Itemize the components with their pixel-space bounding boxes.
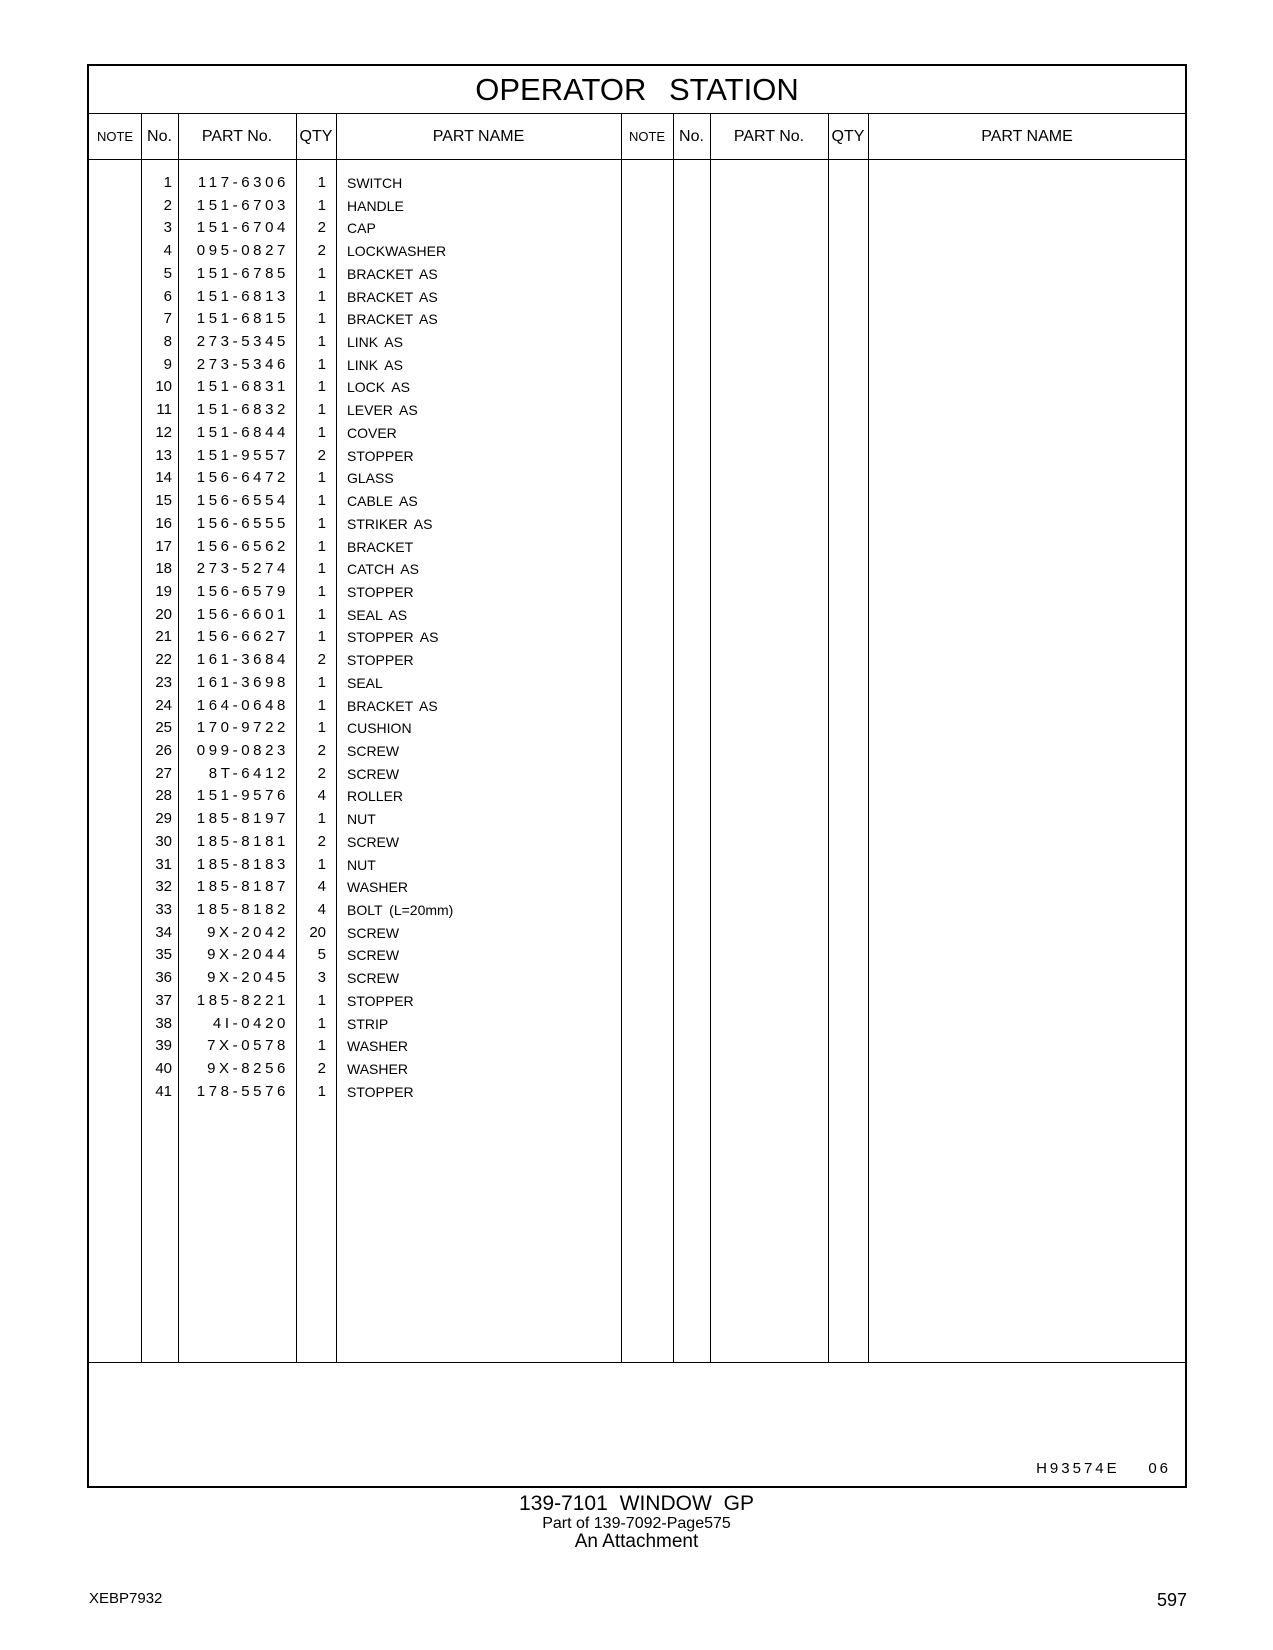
part-quantity: 2 xyxy=(317,742,326,759)
parts-table-frame xyxy=(87,64,1187,1488)
header-note-right: NOTE xyxy=(621,113,673,160)
part-name: STOPPER xyxy=(347,652,414,669)
part-number: 185-8187 xyxy=(196,878,289,896)
part-name: CAP xyxy=(347,220,376,237)
part-quantity: 1 xyxy=(317,174,326,191)
part-name: HANDLE xyxy=(347,197,404,214)
part-number: 099-0823 xyxy=(196,742,289,759)
part-name: CUSHION xyxy=(347,720,412,737)
part-quantity: 20 xyxy=(309,923,326,941)
part-number-index: 41 xyxy=(155,1082,172,1100)
part-number: 156-6579 xyxy=(196,582,289,600)
header-note-left: NOTE xyxy=(89,113,141,160)
part-number: 170-9722 xyxy=(196,719,289,737)
part-name: BOLT (L=20mm) xyxy=(347,902,454,919)
part-number: 185-8183 xyxy=(196,855,289,873)
caption-part-of: Part of 139-7092-Page575 xyxy=(542,1515,731,1532)
part-quantity: 3 xyxy=(317,969,326,987)
part-number-index: 15 xyxy=(155,492,172,510)
part-name: CABLE AS xyxy=(347,493,418,510)
part-name: STOPPER xyxy=(347,992,414,1009)
part-name: NUT xyxy=(347,856,376,873)
part-name: STOPPER xyxy=(347,583,414,600)
column-divider xyxy=(296,113,297,1362)
part-number: 185-8197 xyxy=(196,810,289,828)
part-quantity: 2 xyxy=(317,1060,326,1078)
part-quantity: 5 xyxy=(317,946,326,964)
part-quantity: 1 xyxy=(317,991,326,1009)
part-number-index: 25 xyxy=(155,719,172,737)
part-quantity: 1 xyxy=(317,537,326,555)
part-quantity: 1 xyxy=(317,401,326,419)
part-number-index: 34 xyxy=(155,923,172,941)
part-number: 156-6554 xyxy=(196,492,289,510)
part-name: BRACKET AS xyxy=(347,265,438,282)
part-number-index: 28 xyxy=(155,787,172,805)
part-quantity: 1 xyxy=(317,810,326,828)
part-number: 185-8182 xyxy=(196,901,289,919)
part-name: ROLLER xyxy=(347,788,404,805)
part-number-index: 18 xyxy=(155,560,172,578)
header-qty-left: QTY xyxy=(296,113,336,160)
header-part-no-right: PART No. xyxy=(710,113,828,160)
part-number-index: 33 xyxy=(155,901,172,919)
part-number-index: 6 xyxy=(163,287,172,305)
part-number-index: 21 xyxy=(155,628,172,646)
part-number: 156-6555 xyxy=(196,514,289,532)
column-divider xyxy=(710,113,711,1362)
part-number-index: 32 xyxy=(155,878,172,896)
part-quantity: 1 xyxy=(317,1014,326,1032)
part-name: BRACKET AS xyxy=(347,311,438,328)
part-number: 4I-0420 xyxy=(212,1014,289,1032)
part-name: LEVER AS xyxy=(347,402,418,419)
part-number-index: 11 xyxy=(156,401,172,419)
part-number: 273-5346 xyxy=(196,355,289,373)
part-quantity: 2 xyxy=(317,764,326,782)
part-number-index: 17 xyxy=(155,537,172,555)
part-number-index: 31 xyxy=(155,855,172,873)
part-number-index: 27 xyxy=(155,764,172,782)
part-number: 151-6815 xyxy=(196,310,289,328)
part-name: LOCK AS xyxy=(347,379,410,396)
part-number: 151-6813 xyxy=(196,287,289,305)
part-quantity: 1 xyxy=(317,514,326,532)
part-quantity: 2 xyxy=(317,446,326,464)
caption-attachment: An Attachment xyxy=(574,1531,699,1552)
part-number-index: 23 xyxy=(155,673,172,691)
page-number: 597 xyxy=(1156,1590,1187,1610)
part-quantity: 1 xyxy=(317,310,326,328)
part-number-index: 10 xyxy=(155,378,172,396)
part-quantity: 1 xyxy=(317,673,326,691)
document-id: XEBP7932 xyxy=(89,1590,163,1607)
part-number-index: 39 xyxy=(155,1037,172,1055)
part-name: CATCH AS xyxy=(347,561,419,578)
part-number: 185-8181 xyxy=(196,832,289,850)
part-number-index: 40 xyxy=(155,1060,172,1078)
part-number: 151-6832 xyxy=(196,401,289,419)
part-name: SEAL AS xyxy=(347,606,408,623)
reference-code: H93574E 06 xyxy=(1036,1460,1171,1477)
part-number-index: 14 xyxy=(155,469,172,487)
part-quantity: 1 xyxy=(317,264,326,282)
part-quantity: 1 xyxy=(317,696,326,714)
part-number-index: 13 xyxy=(155,446,172,464)
part-number-index: 8 xyxy=(163,333,172,351)
part-name: LOCKWASHER xyxy=(347,243,447,260)
part-number: 156-6601 xyxy=(196,605,289,623)
part-quantity: 1 xyxy=(317,719,326,737)
part-name: STOPPER xyxy=(347,447,414,464)
part-quantity: 2 xyxy=(317,219,326,237)
part-number: 273-5274 xyxy=(196,560,289,578)
part-quantity: 1 xyxy=(317,1037,326,1055)
part-quantity: 1 xyxy=(317,196,326,214)
part-name: NUT xyxy=(347,811,376,828)
part-number: 151-9576 xyxy=(196,787,289,805)
part-quantity: 2 xyxy=(317,651,326,669)
part-number-index: 19 xyxy=(155,582,172,600)
part-quantity: 1 xyxy=(317,605,326,623)
part-number-index: 29 xyxy=(155,810,172,828)
part-number-index: 37 xyxy=(155,991,172,1009)
part-name: SEAL xyxy=(347,674,383,691)
part-number-index: 1 xyxy=(163,174,172,191)
part-quantity: 4 xyxy=(317,787,326,805)
part-number-index: 35 xyxy=(155,946,172,964)
part-number: 9X-8256 xyxy=(207,1060,289,1078)
column-divider xyxy=(828,113,829,1362)
header-no-left: No. xyxy=(141,113,178,160)
part-quantity: 1 xyxy=(317,355,326,373)
part-quantity: 2 xyxy=(317,242,326,260)
part-name: STOPPER AS xyxy=(347,629,439,646)
part-name: STRIP xyxy=(347,1015,389,1032)
part-number-index: 38 xyxy=(155,1014,172,1032)
part-name: WASHER xyxy=(347,879,408,896)
part-number: 117-6306 xyxy=(197,174,289,191)
part-name: SCREW xyxy=(347,947,400,964)
part-quantity: 1 xyxy=(317,492,326,510)
part-number-index: 36 xyxy=(155,969,172,987)
header-part-no-left: PART No. xyxy=(178,113,296,160)
part-number: 164-0648 xyxy=(196,696,289,714)
part-quantity: 1 xyxy=(317,287,326,305)
part-name: BRACKET AS xyxy=(347,288,438,305)
part-number-index: 4 xyxy=(163,242,172,260)
part-name: STRIKER AS xyxy=(347,515,433,532)
part-number-index: 12 xyxy=(155,423,172,441)
part-number: 9X-2042 xyxy=(207,923,289,941)
part-name: STOPPER xyxy=(347,1083,414,1100)
part-number: 9X-2044 xyxy=(207,946,289,964)
part-number-index: 3 xyxy=(163,219,172,237)
part-quantity: 1 xyxy=(317,333,326,351)
part-name: SCREW xyxy=(347,970,400,987)
table-bottom-rule xyxy=(89,1362,1185,1363)
part-quantity: 1 xyxy=(317,582,326,600)
part-quantity: 1 xyxy=(317,628,326,646)
part-name: LINK AS xyxy=(347,356,403,373)
part-number: 9X-2045 xyxy=(207,969,289,987)
part-number: 151-6785 xyxy=(196,264,289,282)
table-title: OPERATOR STATION xyxy=(89,66,1185,114)
part-quantity: 1 xyxy=(317,469,326,487)
header-part-name-left: PART NAME xyxy=(336,113,621,160)
header-qty-right: QTY xyxy=(828,113,868,160)
caption-assembly: 139-7101 WINDOW GP xyxy=(519,1492,754,1515)
part-number: 156-6562 xyxy=(196,537,289,555)
part-number: 151-9557 xyxy=(196,446,289,464)
column-divider xyxy=(336,113,337,1362)
part-number-index: 7 xyxy=(163,310,172,328)
header-part-name-right: PART NAME xyxy=(868,113,1186,160)
part-name: SCREW xyxy=(347,743,400,759)
part-number: 161-3684 xyxy=(196,651,289,669)
part-number-index: 24 xyxy=(155,696,172,714)
part-quantity: 1 xyxy=(317,560,326,578)
part-name: BRACKET AS xyxy=(347,697,438,714)
part-name: SCREW xyxy=(347,924,400,941)
part-number-index: 16 xyxy=(155,514,172,532)
column-divider xyxy=(868,113,869,1362)
part-name: LINK AS xyxy=(347,334,403,351)
part-number-index: 30 xyxy=(155,832,172,850)
part-number: 156-6627 xyxy=(196,628,289,646)
part-quantity: 1 xyxy=(317,1082,326,1100)
part-number: 161-3698 xyxy=(196,673,289,691)
part-name: SWITCH xyxy=(347,175,403,191)
part-number: 178-5576 xyxy=(196,1082,289,1100)
part-name: WASHER xyxy=(347,1061,408,1078)
part-number-index: 9 xyxy=(163,355,172,373)
part-number-index: 5 xyxy=(163,264,172,282)
part-number-index: 22 xyxy=(155,651,172,669)
part-number-index: 26 xyxy=(155,742,172,759)
part-number: 151-6704 xyxy=(196,219,289,237)
part-number: 7X-0578 xyxy=(207,1037,289,1055)
part-name: SCREW xyxy=(347,833,400,850)
part-number: 151-6703 xyxy=(196,196,289,214)
header-no-right: No. xyxy=(673,113,710,160)
part-name: BRACKET xyxy=(347,538,414,555)
part-name: WASHER xyxy=(347,1038,408,1055)
column-divider xyxy=(673,113,674,1362)
part-number: 095-0827 xyxy=(196,242,289,260)
part-name: SCREW xyxy=(347,765,400,782)
part-number: 273-5345 xyxy=(196,333,289,351)
part-number: 151-6831 xyxy=(196,378,289,396)
part-number: 156-6472 xyxy=(196,469,289,487)
part-number: 185-8221 xyxy=(196,991,289,1009)
part-number-index: 20 xyxy=(155,605,172,623)
part-name: GLASS xyxy=(347,470,394,487)
part-number: 151-6844 xyxy=(196,423,289,441)
part-quantity: 1 xyxy=(317,855,326,873)
part-number-index: 2 xyxy=(163,196,172,214)
part-quantity: 1 xyxy=(317,423,326,441)
part-quantity: 1 xyxy=(317,378,326,396)
part-quantity: 4 xyxy=(317,901,326,919)
part-name: COVER xyxy=(347,424,397,441)
part-quantity: 2 xyxy=(317,832,326,850)
column-divider xyxy=(621,113,622,1362)
part-quantity: 4 xyxy=(317,878,326,896)
part-number: 8T-6412 xyxy=(208,764,289,782)
